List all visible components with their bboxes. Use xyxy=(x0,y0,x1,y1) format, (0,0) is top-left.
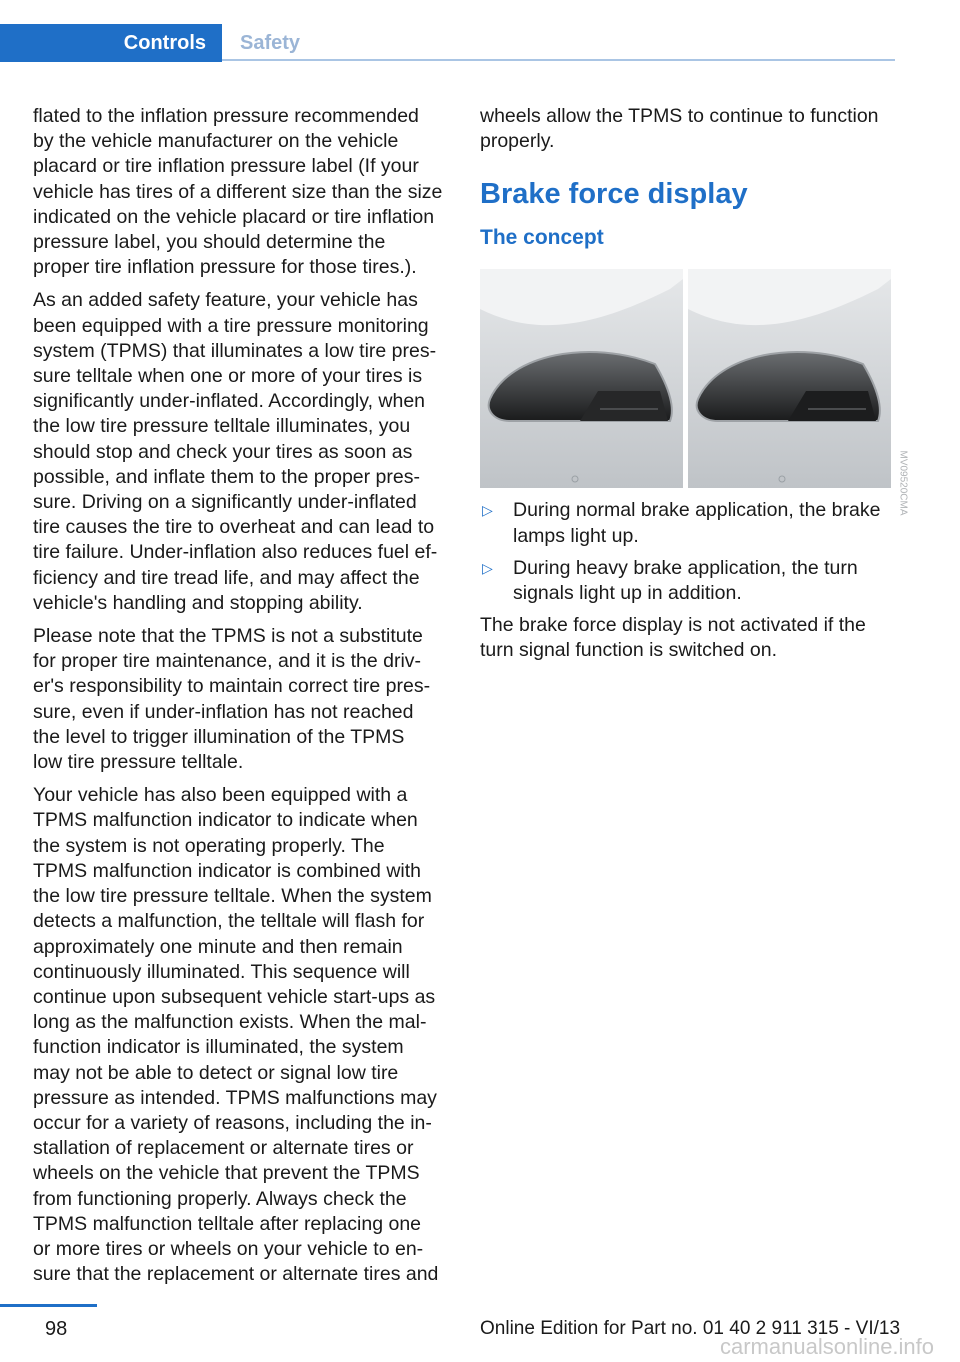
paragraph xyxy=(33,104,453,280)
right-column xyxy=(480,104,895,672)
text-line: The brake force display is not activated if the xyxy=(480,614,866,637)
text-line: wheels allow the TPMS to continue to function xyxy=(480,105,879,127)
text-line: occur for a variety of reasons, including the in‐ xyxy=(33,1111,432,1134)
text-line: the system is not operating properly. The xyxy=(33,834,385,857)
text-line: long as the malfunction exists. When the mal‐ xyxy=(33,1011,427,1034)
chapter-tab-bar xyxy=(0,24,895,62)
list-item xyxy=(480,498,895,548)
text-line: the low tire pressure telltale illuminates, you xyxy=(33,415,411,438)
text-line: tire failure. Under-inflation also reduces fuel ef‐ xyxy=(33,541,438,564)
text-line: pressure as intended. TPMS malfunctions may xyxy=(33,1086,437,1109)
text-line: been equipped with a tire pressure monitoring xyxy=(33,314,429,337)
text-line: TPMS malfunction telltale after replacing one xyxy=(33,1212,422,1235)
tab-controls-label: Controls xyxy=(123,31,206,54)
text-line: TPMS malfunction indicator is combined with xyxy=(33,859,421,882)
text-line: TPMS malfunction indicator to indicate when xyxy=(33,809,418,832)
text-line: low tire pressure telltale. xyxy=(33,751,244,774)
subsection-title: The concept xyxy=(480,226,604,250)
text-line: should stop and check your tires as soon as xyxy=(33,440,413,463)
tab-divider-line xyxy=(222,59,895,61)
left-column xyxy=(33,104,453,1295)
text-line: from functioning properly. Always check the xyxy=(33,1187,407,1210)
brake-lamp-illustration xyxy=(480,269,891,488)
text-line: ficiency and tire tread life, and may affect the xyxy=(33,566,420,589)
text-line: placard or tire inflation pressure label (If your xyxy=(33,155,419,178)
edition-label: Online Edition for Part no. 01 40 2 911 315 - VI/13 xyxy=(480,1318,901,1339)
paragraph xyxy=(480,613,895,663)
figure-code-label xyxy=(895,448,911,518)
text-line: detects a malfunction, the telltale will flash for xyxy=(33,910,425,933)
text-line: signals light up in addition. xyxy=(513,582,742,605)
section-title: Brake force display xyxy=(480,178,748,211)
text-line: sure that the replacement or alternate tires and xyxy=(33,1263,439,1286)
text-line: or more tires or wheels on your vehicle to en‐ xyxy=(33,1237,424,1260)
text-line: approximately one minute and then remain xyxy=(33,935,403,958)
text-line: for proper tire maintenance, and it is the driv‐ xyxy=(33,650,422,673)
text-line: significantly under-inflated. Accordingly, when xyxy=(33,390,426,413)
text-line: wheels on the vehicle that prevent the TPMS xyxy=(33,1162,420,1185)
text-line: tire causes the tire to overheat and can lead to xyxy=(33,516,435,539)
text-line: continue upon subsequent vehicle start-ups as xyxy=(33,985,436,1008)
paragraph xyxy=(33,783,453,1287)
text-line: properly. xyxy=(480,130,555,153)
text-line: er's responsibility to maintain correct tire pres‐ xyxy=(33,675,431,698)
figure-code-text: MV09520CMA xyxy=(897,450,909,516)
text-line: may not be able to detect or signal low tire xyxy=(33,1061,399,1084)
text-line: the level to trigger illumination of the TPMS xyxy=(33,725,405,748)
list-item xyxy=(480,556,895,606)
text-line: the low tire pressure telltale. When the system xyxy=(33,885,432,908)
page-number: 98 xyxy=(45,1318,68,1340)
text-line: sure telltale when one or more of your tires is xyxy=(33,365,423,388)
tab-safety[interactable] xyxy=(240,24,300,62)
text-line: During heavy brake application, the turn xyxy=(513,556,858,579)
brake-lamp-figure xyxy=(480,269,891,488)
text-line: Your vehicle has also been equipped with a xyxy=(33,784,408,807)
paragraph xyxy=(33,624,453,775)
text-line: vehicle has tires of a different size than the size xyxy=(33,180,443,203)
text-line: flated to the inflation pressure recommended xyxy=(33,105,419,127)
triangle-bullet-icon: ▷ xyxy=(482,559,493,576)
text-line: As an added safety feature, your vehicle has xyxy=(33,289,418,312)
triangle-bullet-icon: ▷ xyxy=(482,502,493,519)
text-line: system (TPMS) that illuminates a low tire pres‐ xyxy=(33,339,437,362)
text-line: by the vehicle manufacturer on the vehicle xyxy=(33,130,399,153)
text-line: indicated on the vehicle placard or tire inflation xyxy=(33,205,435,228)
text-line: During normal brake application, the brake xyxy=(513,499,881,522)
paragraph xyxy=(33,288,453,616)
text-line: sure. Driving on a significantly under-inflated xyxy=(33,491,417,514)
text-line: sure, even if under-inflation has not reached xyxy=(33,700,414,723)
text-line: continuously illuminated. This sequence will xyxy=(33,960,410,983)
paragraph xyxy=(480,104,895,154)
tab-controls[interactable] xyxy=(0,24,222,62)
text-line: turn signal function is switched on. xyxy=(480,639,777,662)
text-line: function indicator is illuminated, the system xyxy=(33,1036,404,1059)
footer-rule xyxy=(0,1304,97,1307)
watermark: carmanualsonline.info xyxy=(720,1334,935,1359)
tab-safety-label: Safety xyxy=(240,31,301,54)
text-line: lamps light up. xyxy=(513,524,639,547)
text-line: proper tire inflation pressure for those tires.). xyxy=(33,256,417,279)
text-line: pressure label, you should determine the xyxy=(33,231,386,254)
text-line: vehicle's handling and stopping ability. xyxy=(33,591,363,614)
text-line: Please note that the TPMS is not a substitute xyxy=(33,625,423,648)
text-line: stallation of replacement or alternate tires or xyxy=(33,1137,414,1160)
text-line: possible, and inflate them to the proper pres‐ xyxy=(33,465,420,488)
